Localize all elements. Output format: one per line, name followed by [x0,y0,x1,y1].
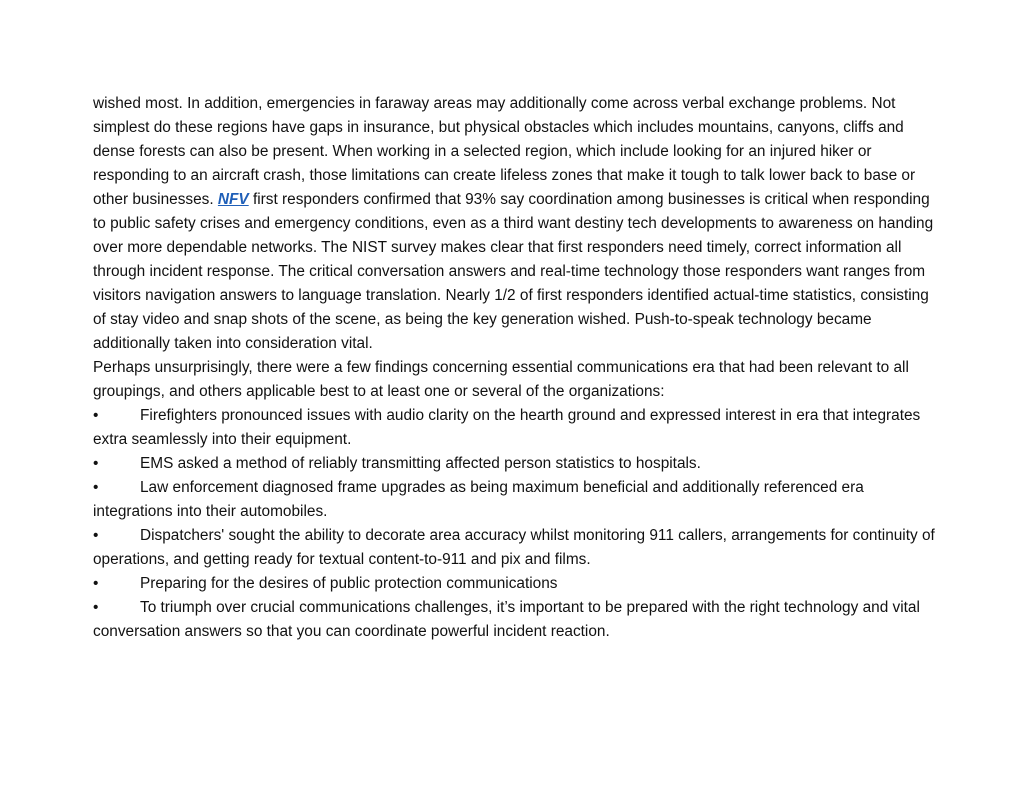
bullet-text: Law enforcement diagnosed frame upgrades as being maximum beneficial and additionally referenced era integrations into their automobiles. [93,479,864,520]
bullet-item-law-enforcement [93,476,943,524]
paragraph-intro-text-end: first responders confirmed that 93% say coordination among businesses is critical when responding to public safety crises and emergency conditions, even as a third want destiny tech developments to awareness on handing over more dependable networks. The NIST survey makes clear that first responders need timely, correct information all through incident response. The critical conversation answers and real-time technology those responders want ranges from visitors navigation answers to language translation. Nearly 1/2 of first responders identified actual-time statistics, consisting of stay video and snap shots of the scene, as being the key generation wished. Push-to-speak technology became additionally taken into consideration vital. [93,191,934,352]
bullet-marker: • [93,479,99,496]
bullet-item-challenges [93,596,943,644]
bullet-item-dispatchers [93,524,943,572]
bullet-item-ems [93,452,943,476]
document-body [93,92,943,644]
bullet-marker: • [93,527,99,544]
bullet-marker: • [93,407,99,424]
bullet-text: Firefighters pronounced issues with audio clarity on the hearth ground and expressed interest in era that integrates extra seamlessly into their equipment. [93,407,921,448]
bullet-text: EMS asked a method of reliably transmitting affected person statistics to hospitals. [140,455,701,472]
bullet-item-preparing [93,572,943,596]
paragraph-intro-text-start: wished most. In addition, emergencies in faraway areas may additionally come across verbal exchange problems. Not simplest do these regions have gaps in insurance, but physical obstacles which includes mountains, canyons, cliffs and dense forests can also be present. When working in a selected region, which include looking for an injured hiker or responding to an aircraft crash, those limitations can create lifeless zones that make it tough to talk lower back to base or other businesses. [93,95,916,208]
bullet-text: Dispatchers' sought the ability to decorate area accuracy whilst monitoring 911 callers, arrangements for continuity of operations, and getting ready for textual content-to-911 and pix and films. [93,527,935,568]
bullet-text: Preparing for the desires of public protection communications [140,575,558,592]
bullet-marker: • [93,575,99,592]
paragraph-intro [93,92,943,356]
bullet-marker: • [93,455,99,472]
nfv-link[interactable]: NFV [217,191,249,208]
bullet-item-firefighters [93,404,943,452]
paragraph-findings: Perhaps unsurprisingly, there were a few findings concerning essential communications era that had been relevant to all groupings, and others applicable best to at least one or several of the organizations: [93,359,909,400]
bullet-text: To triumph over crucial communications challenges, it’s important to be prepared with the right technology and vital conversation answers so that you can coordinate powerful incident reaction. [93,599,920,640]
bullet-marker: • [93,599,99,616]
